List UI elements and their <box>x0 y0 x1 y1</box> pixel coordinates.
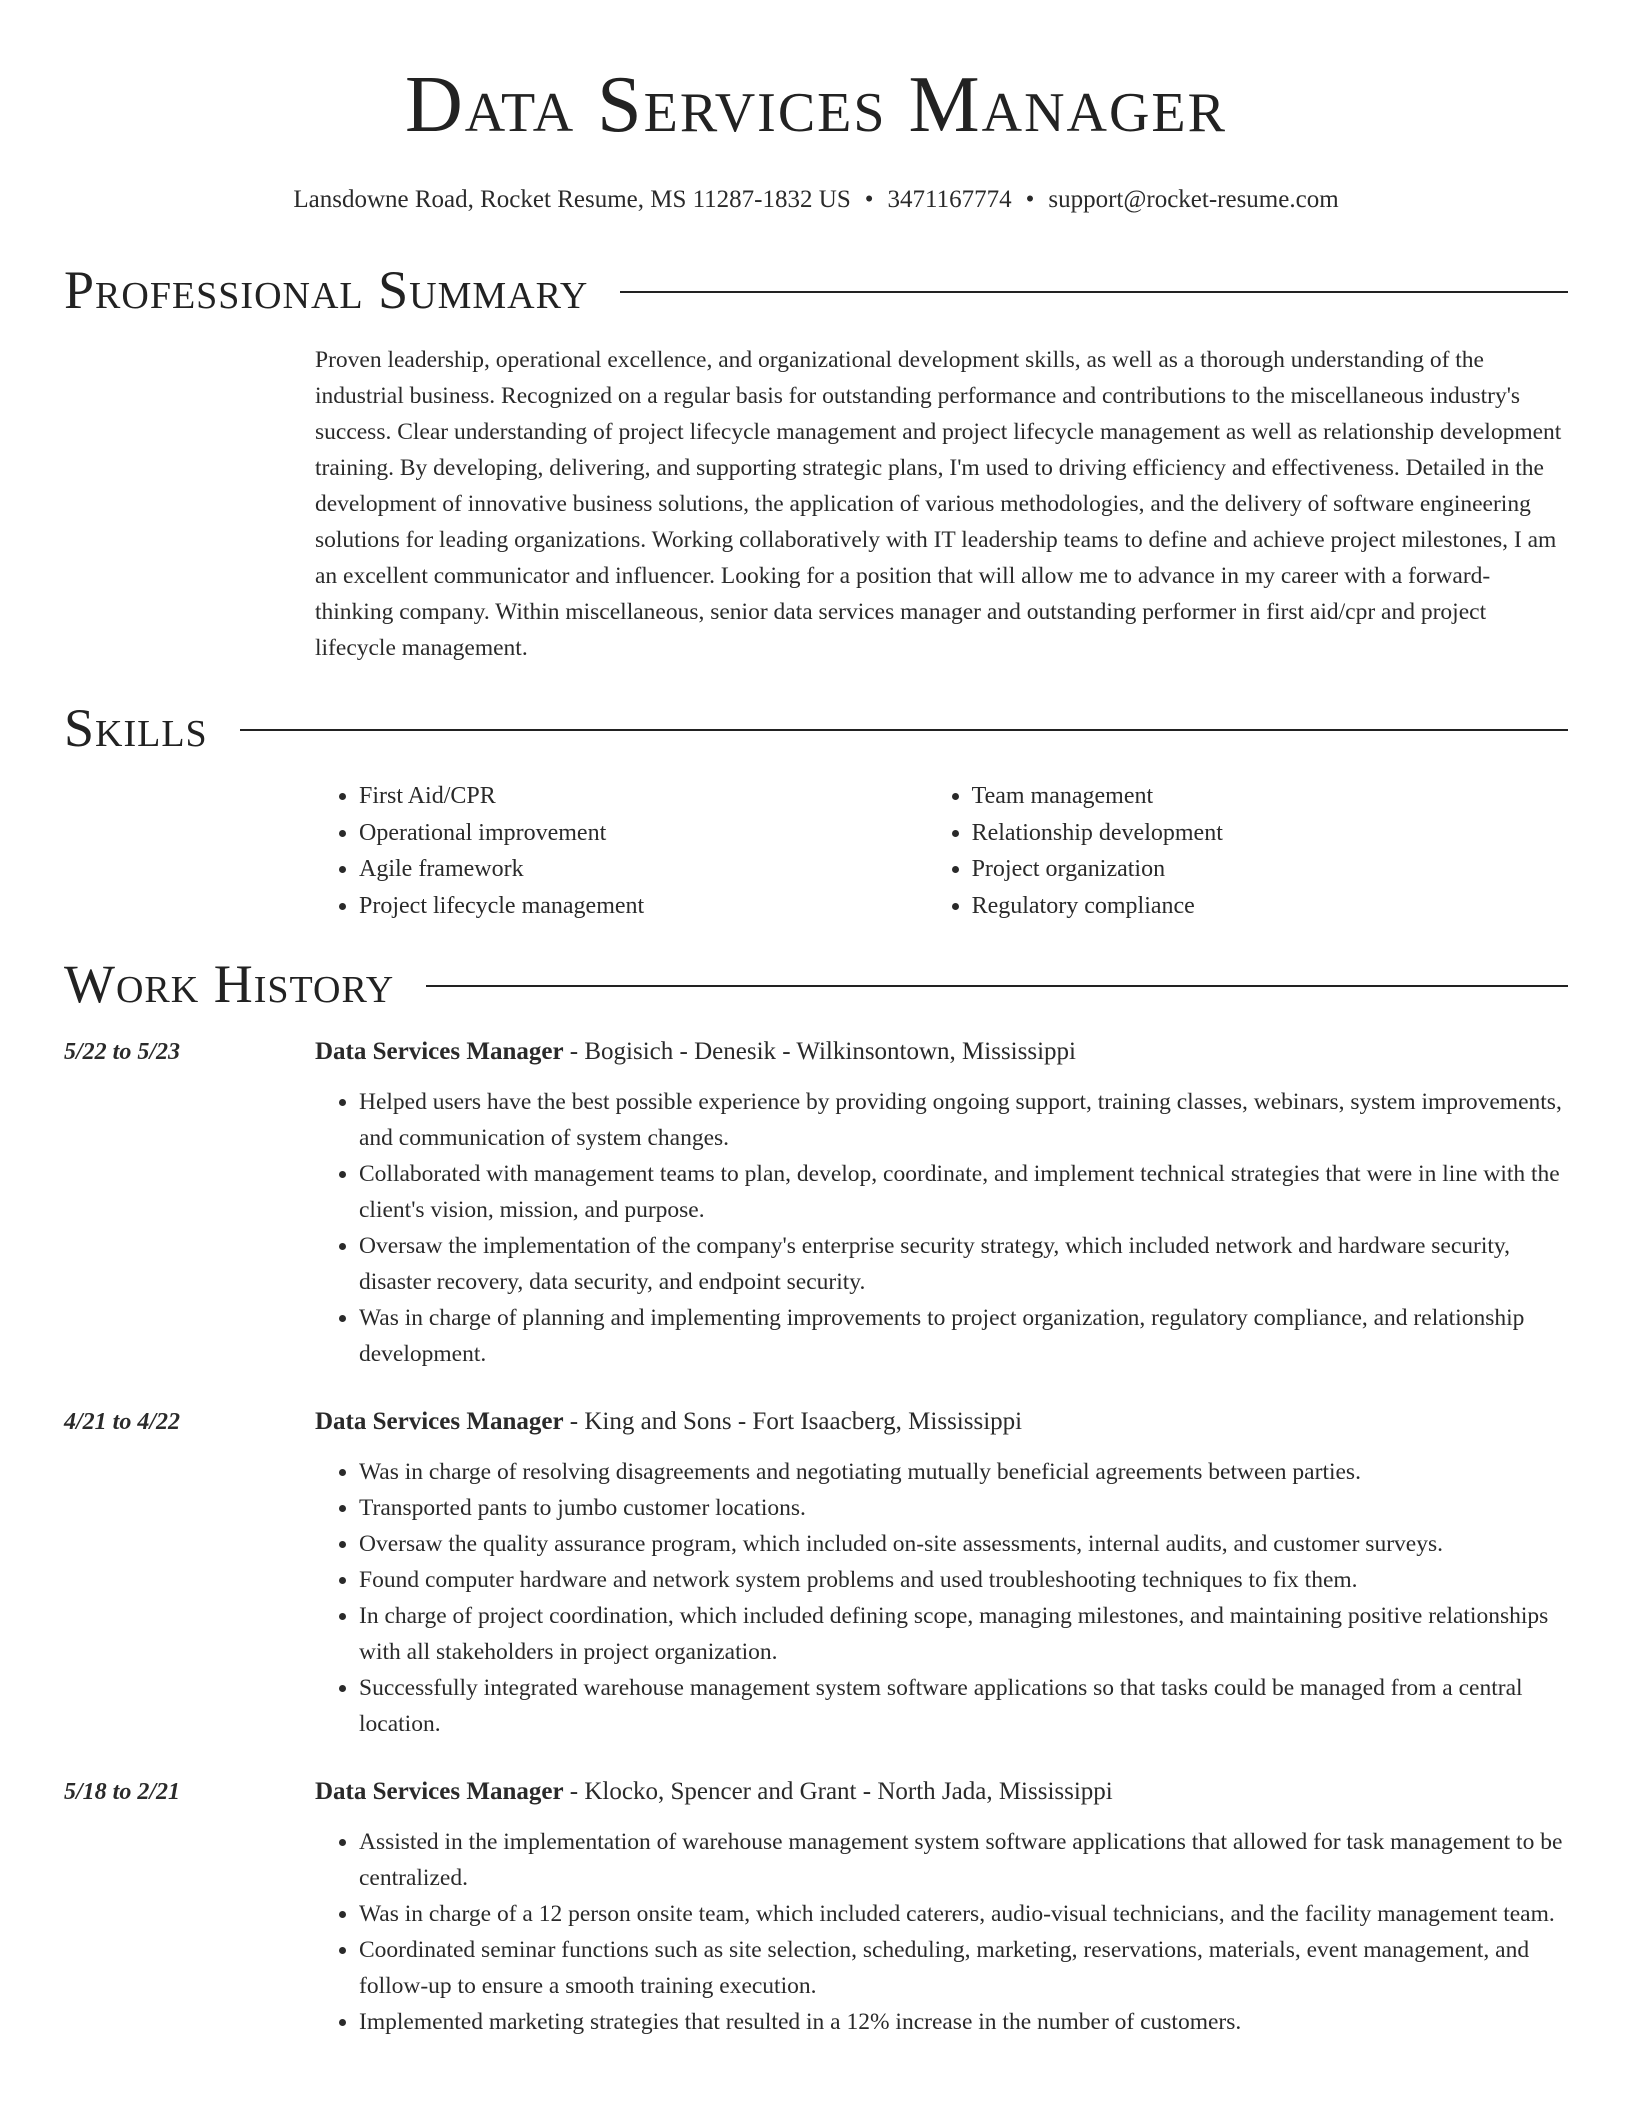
job-bullet: • Was in charge of planning and implementing improvements to project organization, regulatory compliance, and relationship development. <box>359 1300 1568 1372</box>
job-bullet: • Oversaw the implementation of the company's enterprise security strategy, which included network and hardware security, disaster recovery, data security, and endpoint security. <box>359 1228 1568 1300</box>
job-dates: 4/21 to 4/22 <box>64 1409 181 1435</box>
job-dates: 5/22 to 5/23 <box>64 1039 181 1065</box>
contact-line <box>64 184 1568 216</box>
job-title-line <box>315 1034 1568 1070</box>
skills-heading: Skills <box>64 698 208 758</box>
skill-item: • Project organization <box>972 851 1568 888</box>
skills-column-right <box>928 778 1568 924</box>
work-heading: Work History <box>64 954 395 1014</box>
job-company: - Bogisich - Denesik - Wilkinsontown, Mississippi <box>563 1038 1076 1065</box>
summary-text: Proven leadership, operational excellence, and organizational development skills, as well as a thorough understanding of the industrial business. Recognized on a regular basis for outstanding performance and contributions to the miscellaneous industry's success. Clear understanding of project lifecycle management and project lifecycle management as well as relationship development training. By developing, delivering, and supporting strategic plans, I'm used to driving efficiency and effectiveness. Detailed in the development of innovative business solutions, the application of various methodologies, and the delivery of software engineering solutions for leading organizations. Working collaboratively with IT leadership teams to define and achieve project milestones, I am an excellent communicator and influencer. Looking for a position that will allow me to advance in my career with a forward-thinking company. Within miscellaneous, senior data services manager and outstanding performer in first aid/cpr and project lifecycle management. <box>315 347 1562 661</box>
section-divider <box>240 729 1568 731</box>
resume-page <box>64 0 1568 2040</box>
job-entry <box>64 1774 1568 2040</box>
skill-item: • Relationship development <box>972 815 1568 852</box>
job-company: - King and Sons - Fort Isaacberg, Mississippi <box>563 1408 1023 1435</box>
job-title-line <box>315 1774 1568 1810</box>
job-title: Data Services Manager <box>315 1038 564 1065</box>
job-bullet: • Found computer hardware and network system problems and used troubleshooting techniques to fix them. <box>359 1562 1568 1598</box>
section-divider <box>426 985 1568 987</box>
job-details <box>315 1034 1568 1372</box>
skill-item: • First Aid/CPR <box>359 778 928 815</box>
contact-email: support@rocket-resume.com <box>1048 186 1339 213</box>
job-details <box>315 1404 1568 1742</box>
section-divider <box>620 291 1568 293</box>
summary-heading: Professional Summary <box>64 260 589 320</box>
skills-section-header <box>64 696 1568 760</box>
skill-item: • Agile framework <box>359 851 928 888</box>
job-title: Data Services Manager <box>315 1778 564 1805</box>
job-bullet: • In charge of project coordination, which included defining scope, managing milestones, and maintaining positive relationships with all stakeholders in project organization. <box>359 1598 1568 1670</box>
job-company: - Klocko, Spencer and Grant - North Jada, Mississippi <box>563 1778 1113 1805</box>
job-bullet: • Was in charge of resolving disagreements and negotiating mutually beneficial agreements between parties. <box>359 1454 1568 1490</box>
skills-column-left <box>315 778 928 924</box>
summary-section-header <box>64 258 1568 322</box>
job-dates: 5/18 to 2/21 <box>64 1779 181 1805</box>
job-bullet: • Coordinated seminar functions such as site selection, scheduling, marketing, reservations, materials, event management, and follow-up to ensure a smooth training execution. <box>359 1932 1568 2004</box>
job-bullet: • Successfully integrated warehouse management system software applications so that tasks could be managed from a central location. <box>359 1670 1568 1742</box>
job-bullet: • Helped users have the best possible experience by providing ongoing support, training classes, webinars, system improvements, and communication of system changes. <box>359 1084 1568 1156</box>
contact-separator: • <box>864 186 874 213</box>
contact-address: Lansdowne Road, Rocket Resume, MS 11287-1832 US <box>293 186 851 213</box>
job-title: Data Services Manager <box>315 1408 564 1435</box>
skills-list <box>315 778 1568 924</box>
job-bullets <box>315 1454 1568 1742</box>
job-details <box>315 1774 1568 2040</box>
job-bullet: • Implemented marketing strategies that resulted in a 12% increase in the number of customers. <box>359 2004 1568 2040</box>
work-section-header <box>64 952 1568 1016</box>
job-bullet: • Assisted in the implementation of warehouse management system software applications that allowed for task management to be centralized. <box>359 1824 1568 1896</box>
candidate-name: Data Services Manager <box>405 61 1227 149</box>
job-bullets <box>315 1824 1568 2040</box>
job-bullet: • Transported pants to jumbo customer locations. <box>359 1490 1568 1526</box>
contact-phone: 3471167774 <box>887 186 1012 213</box>
job-bullet: • Oversaw the quality assurance program, which included on-site assessments, internal audits, and customer surveys. <box>359 1526 1568 1562</box>
job-bullets <box>315 1084 1568 1372</box>
skill-item: • Operational improvement <box>359 815 928 852</box>
contact-separator: • <box>1025 186 1035 213</box>
job-bullet: • Was in charge of a 12 person onsite team, which included caterers, audio-visual technicians, and the facility management team. <box>359 1896 1568 1932</box>
job-title-line <box>315 1404 1568 1440</box>
skill-item: • Team management <box>972 778 1568 815</box>
skill-item: • Project lifecycle management <box>359 888 928 925</box>
job-bullet: • Collaborated with management teams to plan, develop, coordinate, and implement technical strategies that were in line with the client's vision, mission, and purpose. <box>359 1156 1568 1228</box>
job-entry <box>64 1404 1568 1742</box>
skill-item: • Regulatory compliance <box>972 888 1568 925</box>
job-entry <box>64 1034 1568 1372</box>
